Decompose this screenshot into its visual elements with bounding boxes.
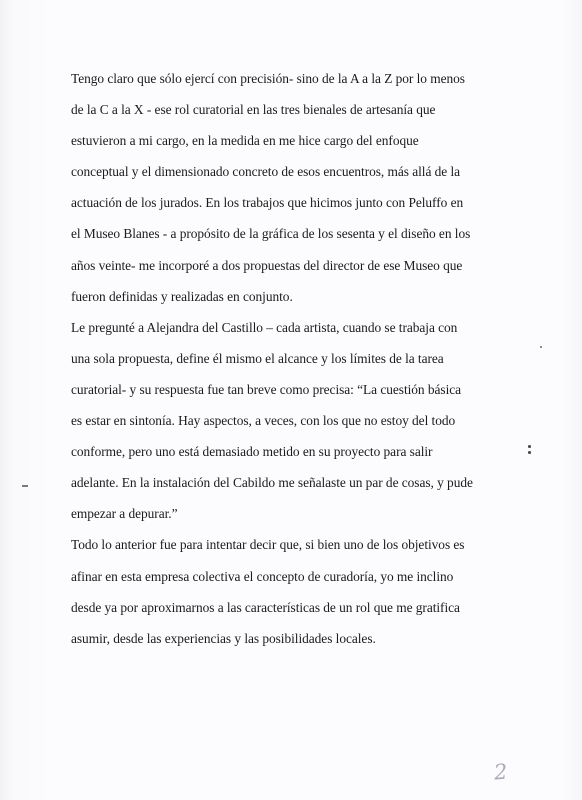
text-line: Tengo claro que sólo ejercí con precisión- sino de la A a la Z por lo menos: [71, 71, 465, 86]
scan-dash-mark: [22, 485, 28, 487]
text-line: una sola propuesta, define él mismo el alcance y los límites de la tarea: [71, 350, 444, 366]
handwritten-page-number: 2: [493, 759, 509, 785]
scan-speck-mark: [528, 445, 531, 454]
text-line: Todo lo anterior fue para intentar decir que, si bien uno de los objetivos es: [71, 537, 465, 553]
text-line: Le pregunté a Alejandra del Castillo – cada artista, cuando se trabaja con: [71, 319, 458, 335]
text-line: afinar en esta empresa colectiva el concepto de curadoría, yo me inclino: [71, 568, 454, 584]
text-line: de la C a la X - ese rol curatorial en las tres bienales de artesanía que: [71, 102, 436, 118]
body-text: [71, 63, 511, 654]
text-line: es estar en sintonía. Hay aspectos, a veces, con los que no estoy del todo: [71, 413, 456, 429]
text-line: años veinte- me incorporé a dos propuestas del director de ese Museo que: [71, 257, 463, 273]
text-line: asumir, desde las experiencias y las posibilidades locales.: [71, 630, 376, 646]
text-line: desde ya por aproximarnos a las características de un rol que me gratifica: [71, 599, 460, 615]
text-line: curatorial- y su respuesta fue tan breve como precisa: “La cuestión básica: [71, 381, 462, 397]
scan-speck: [540, 346, 542, 348]
text-line: conforme, pero uno está demasiado metido en su proyecto para salir: [71, 444, 433, 460]
text-line: el Museo Blanes - a propósito de la gráfica de los sesenta y el diseño en los: [71, 226, 471, 242]
text-line: adelante. En la instalación del Cabildo me señalaste un par de cosas, y pude: [71, 475, 473, 491]
text-line: estuvieron a mi cargo, en la medida en me hice cargo del enfoque: [71, 133, 419, 149]
text-line: fueron definidas y realizadas en conjunto.: [71, 288, 293, 304]
text-line: actuación de los jurados. En los trabajos que hicimos junto con Peluffo en: [71, 195, 464, 211]
text-line: empezar a depurar.”: [71, 506, 178, 522]
text-line: conceptual y el dimensionado concreto de esos encuentros, más allá de la: [71, 164, 461, 180]
